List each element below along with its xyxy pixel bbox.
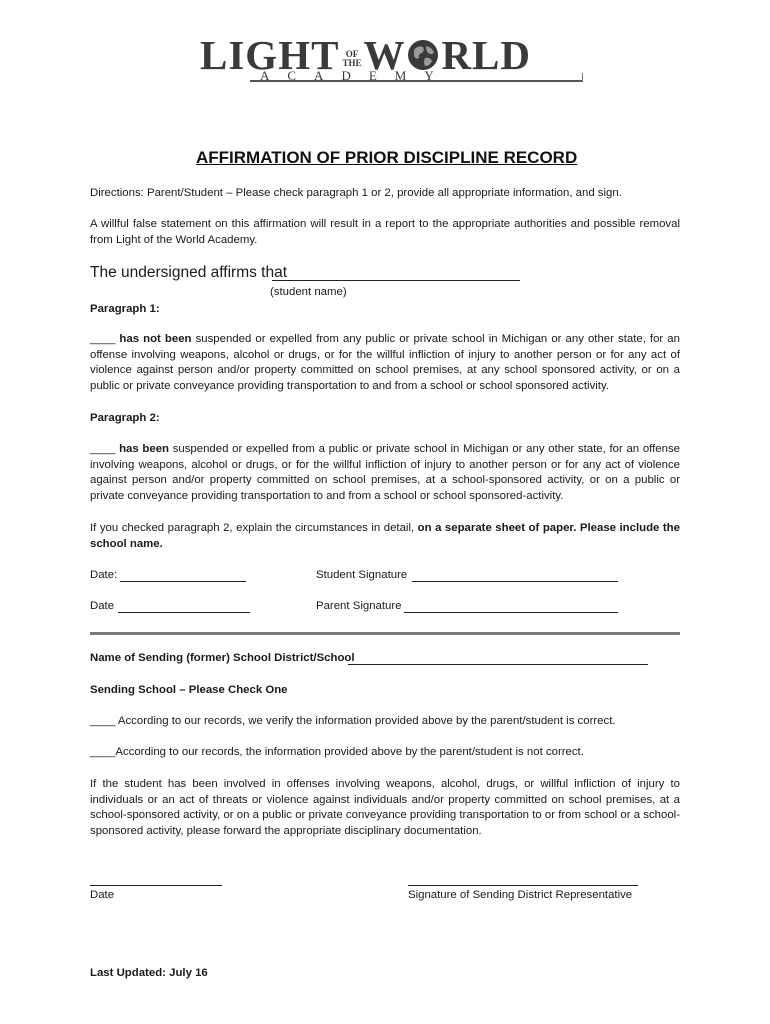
logo-word-rld: RLD — [441, 32, 532, 78]
parent-signature-label: Parent Signature — [316, 600, 402, 612]
paragraph-1-heading: Paragraph 1: — [90, 303, 160, 315]
rep-signature-field[interactable] — [408, 885, 638, 886]
date-1-label: Date: — [90, 569, 118, 581]
logo-of-the: OF THE — [342, 49, 362, 68]
sending-option-not-correct: ____According to our records, the information provided above by the parent/student is not correct. — [90, 746, 584, 758]
paragraph-2-instructions: If you checked paragraph 2, explain the circumstances in detail, on a separate sheet of paper. Please include the school name. — [90, 522, 680, 550]
affirms-label: The undersigned affirms that — [90, 264, 288, 281]
student-name-caption: (student name) — [270, 286, 347, 298]
academy-logo — [200, 32, 590, 94]
logo-word-w: W — [363, 32, 406, 78]
warning-text: A willful false statement on this affirmation will result in a report to the appropriate authorities and possible removal from Light of the World Academy. — [90, 218, 680, 246]
rep-date-field[interactable] — [90, 885, 222, 886]
student-signature-label: Student Signature — [316, 569, 408, 581]
parent-signature-field[interactable] — [404, 612, 618, 613]
logo-tick — [582, 73, 583, 82]
sending-school-label: Name of Sending (former) School District/School — [90, 652, 355, 664]
globe-icon — [406, 38, 440, 72]
paragraph-2-checkbox[interactable]: ____ — [90, 443, 116, 455]
option-not-correct-checkbox[interactable]: ____ — [90, 746, 116, 758]
paragraph-1-checkbox[interactable]: ____ — [90, 333, 116, 345]
paragraph-1-text: ____ has not been suspended or expelled from any public or private school in Michigan or any other state, for an offense involving weapons, alcohol or drugs, or for the willful infliction of injury to another person or for any act of violence against person and/or property committed on school premises, at any school sponsored activity, or on a public or private conveyance providing transportation to and from a school or school sponsored activity. — [90, 333, 680, 392]
date-2-field[interactable] — [118, 612, 250, 613]
forward-documentation-text: If the student has been involved in offenses involving weapons, alcohol, drugs, or willful infliction of injury to individuals or an act of threats or violence against individuals and/or property committed on school premises, at a school-sponsored activity, or on a public or private conveyance providing transportation to or from school or a school-sponsored activity, please forward the appropriate disciplinary documentation. — [90, 778, 680, 837]
form-title: AFFIRMATION OF PRIOR DISCIPLINE RECORD — [196, 148, 578, 167]
last-updated: Last Updated: July 16 — [90, 967, 208, 979]
section-divider — [90, 632, 680, 635]
option-correct-checkbox[interactable]: ____ — [90, 715, 116, 727]
sending-check-heading: Sending School – Please Check One — [90, 684, 288, 696]
paragraph-2-heading: Paragraph 2: — [90, 412, 160, 424]
logo-word-light: LIGHT — [200, 32, 340, 78]
logo-subtitle: ACADEMY — [260, 68, 452, 83]
paragraph-2-text: ____ has been suspended or expelled from a public or private school in Michigan or any other state, for an offense involving weapons, alcohol or drugs, or for the willful infliction of injury to another person or for any act of violence against person and/or property committed on school premises, at a school-sponsored activity, or on a public or private conveyance providing transportation to and from a school or school sponsored-activity. — [90, 443, 680, 502]
student-signature-field[interactable] — [412, 581, 618, 582]
sending-option-correct: ____ According to our records, we verify the information provided above by the parent/student is correct. — [90, 715, 616, 727]
rep-date-label: Date — [90, 889, 115, 901]
student-name-field[interactable] — [272, 280, 520, 281]
date-2-label: Date — [90, 600, 115, 612]
directions-text: Directions: Parent/Student – Please check paragraph 1 or 2, provide all appropriate information, and sign. — [90, 187, 622, 199]
sending-school-field[interactable] — [348, 664, 648, 665]
date-1-field[interactable] — [120, 581, 246, 582]
rep-signature-label: Signature of Sending District Representative — [408, 889, 633, 901]
